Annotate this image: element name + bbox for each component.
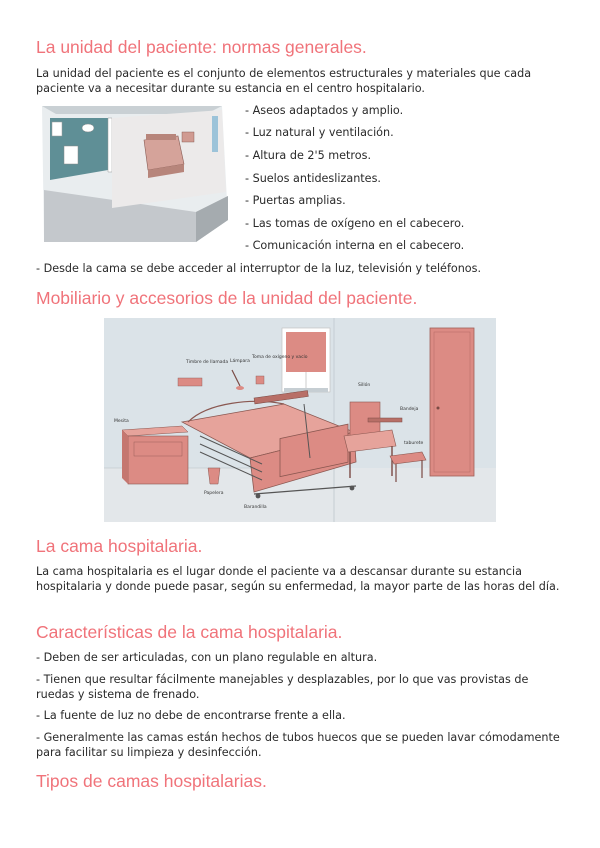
label-taburete: taburete (404, 441, 424, 446)
list-item: - Aseos adaptados y amplio. (245, 104, 404, 117)
section-title-cama: La cama hospitalaria. (36, 536, 203, 556)
section-title-caracteristicas: Características de la cama hospitalaria. (36, 622, 343, 642)
list-item: - Suelos antideslizantes. (245, 172, 381, 185)
list-item: - Comunicación interna en el cabecero. (245, 239, 465, 252)
label-bandeja: Bandeja (400, 407, 419, 412)
list-item: - La fuente de luz no debe de encontrarse frente a ella. (36, 709, 346, 722)
list-item: - Generalmente las camas están hechos de tubos huecos que se pueden lavar cómodamente para facilitar su limpieza y desinfección. (36, 731, 560, 759)
list-item: - Luz natural y ventilación. (245, 126, 394, 139)
label-barandilla: Barandilla (244, 505, 267, 510)
label-timbre: Timbre de llamada (186, 360, 229, 365)
furniture-illustration (104, 318, 496, 522)
cama-paragraph: La cama hospitalaria es el lugar donde el paciente va a descansar durante su estancia hospitalaria y donde puede pasar, según su enfermedad, la mayor parte de las horas del día. (36, 565, 560, 593)
label-mesita: Mesita (114, 419, 129, 424)
list-item: - Deben de ser articuladas, con un plano regulable en altura. (36, 651, 378, 664)
section-title-mobiliario: Mobiliario y accesorios de la unidad del paciente. (36, 288, 418, 308)
note-text: - Desde la cama se debe acceder al interruptor de la luz, televisión y teléfonos. (36, 262, 482, 275)
section-title-tipos: Tipos de camas hospitalarias. (36, 771, 267, 791)
list-item: - Altura de 2'5 metros. (245, 149, 372, 162)
label-sillon: Sillón (358, 383, 371, 388)
list-item: - Tienen que resultar fácilmente manejables y desplazables, por lo que vas provistas de ruedas y sistema de frenado. (36, 673, 529, 701)
label-lampara: Lámpara (230, 359, 250, 364)
section-title-unidad: La unidad del paciente: normas generales. (36, 37, 367, 57)
intro-paragraph: La unidad del paciente es el conjunto de elementos estructurales y materiales que cada paciente va a necesitar durante su estancia en el centro hospitalario. (36, 67, 532, 95)
label-toma: Toma de oxígeno y vacío (252, 355, 308, 360)
list-item: - Las tomas de oxígeno en el cabecero. (245, 217, 465, 230)
label-papelera: Papelera (204, 491, 224, 496)
room-illustration (36, 100, 234, 248)
list-item: - Puertas amplias. (245, 194, 346, 207)
